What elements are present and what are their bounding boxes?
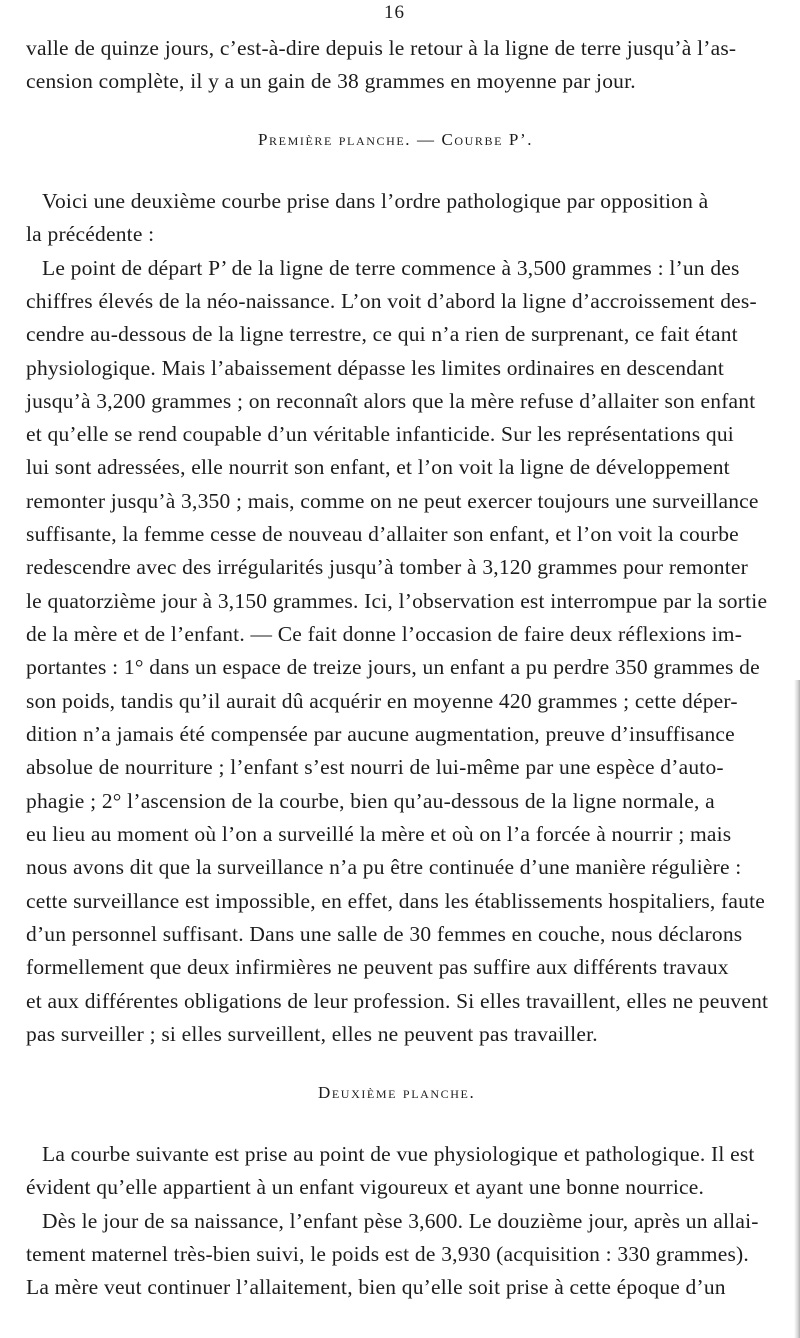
text-line: de la mère et de l’enfant. — Ce fait donne l’occasion de faire deux réflexions im- [26, 622, 743, 646]
text-line: et aux différentes obligations de leur profession. Si elles travaillent, elles ne peuvent [26, 989, 769, 1013]
text-line: Voici une deuxième courbe prise dans l’ordre pathologique par opposition à [42, 189, 709, 213]
page-number: 16 [384, 2, 405, 23]
text-line: la précédente : [26, 222, 155, 246]
text-line: eu lieu au moment où l’on a surveillé la mère et où on l’a forcée à nourrir ; mais [26, 822, 732, 846]
text-line: cette surveillance est impossible, en effet, dans les établissements hospitaliers, faute [26, 889, 766, 913]
text-line: La courbe suivante est prise au point de vue physiologique et pathologique. Il est [42, 1142, 755, 1166]
text-line: dition n’a jamais été compensée par aucune augmentation, preuve d’insuffisance [26, 722, 735, 746]
text-line: redescendre avec des irrégularités jusqu’à tomber à 3,120 grammes pour remonter [26, 555, 749, 579]
text-line: son poids, tandis qu’il aurait dû acquérir en moyenne 420 grammes ; cette déper- [26, 689, 738, 713]
text-line: Dès le jour de sa naissance, l’enfant pèse 3,600. Le douzième jour, après un allai- [42, 1209, 759, 1233]
text-line: portantes : 1° dans un espace de treize jours, un enfant a pu perdre 350 grammes de [26, 655, 760, 679]
text-line: formellement que deux infirmières ne peuvent pas suffire aux différents travaux [26, 955, 729, 979]
page-edge-shadow [794, 680, 800, 1338]
text-line: lui sont adressées, elle nourrit son enfant, et l’on voit la ligne de développement [26, 455, 730, 479]
text-line: physiologique. Mais l’abaissement dépasse les limites ordinaires en descendant [26, 356, 725, 380]
text-line: cension complète, il y a un gain de 38 grammes en moyenne par jour. [26, 69, 636, 93]
text-line: remonter jusqu’à 3,350 ; mais, comme on ne peut exercer toujours une surveillance [26, 489, 759, 513]
text-line: d’un personnel suffisant. Dans une salle de 30 femmes en couche, nous déclarons [26, 922, 743, 946]
text-line: valle de quinze jours, c’est-à-dire depuis le retour à la ligne de terre jusqu’à l’as- [26, 36, 737, 60]
text-line: tement maternel très-bien suivi, le poids est de 3,930 (acquisition : 330 grammes). [26, 1242, 749, 1266]
text-line: pas surveiller ; si elles surveillent, elles ne peuvent pas travailler. [26, 1022, 598, 1046]
text-line: Le point de départ P’ de la ligne de terre commence à 3,500 grammes : l’un des [42, 256, 740, 280]
text-line: et qu’elle se rend coupable d’un véritable infanticide. Sur les représentations qui [26, 422, 734, 446]
text-line: jusqu’à 3,200 grammes ; on reconnaît alors que la mère refuse d’allaiter son enfant [26, 389, 756, 413]
section-heading-second-plate: Deuxième planche. [318, 1083, 476, 1102]
text-line: évident qu’elle appartient à un enfant vigoureux et ayant une bonne nourrice. [26, 1175, 705, 1199]
text-line: phagie ; 2° l’ascension de la courbe, bien qu’au-dessous de la ligne normale, a [26, 789, 715, 813]
text-line: cendre au-dessous de la ligne terrestre, ce qui n’a rien de surprenant, ce fait étant [26, 322, 738, 346]
section-heading-first-plate: Première planche. — Courbe P’. [258, 130, 534, 149]
text-line: nous avons dit que la surveillance n’a pu être continuée d’une manière régulière : [26, 855, 742, 879]
text-line: suffisante, la femme cesse de nouveau d’allaiter son enfant, et l’on voit la courbe [26, 522, 739, 546]
text-line: absolue de nourriture ; l’enfant s’est nourri de lui-même par une espèce d’auto- [26, 755, 724, 779]
text-line: chiffres élevés de la néo-naissance. L’on voit d’abord la ligne d’accroissement des- [26, 289, 757, 313]
text-line: le quatorzième jour à 3,150 grammes. Ici, l’observation est interrompue par la sortie [26, 589, 768, 613]
text-line: La mère veut continuer l’allaitement, bien qu’elle soit prise à cette époque d’un [26, 1275, 726, 1299]
